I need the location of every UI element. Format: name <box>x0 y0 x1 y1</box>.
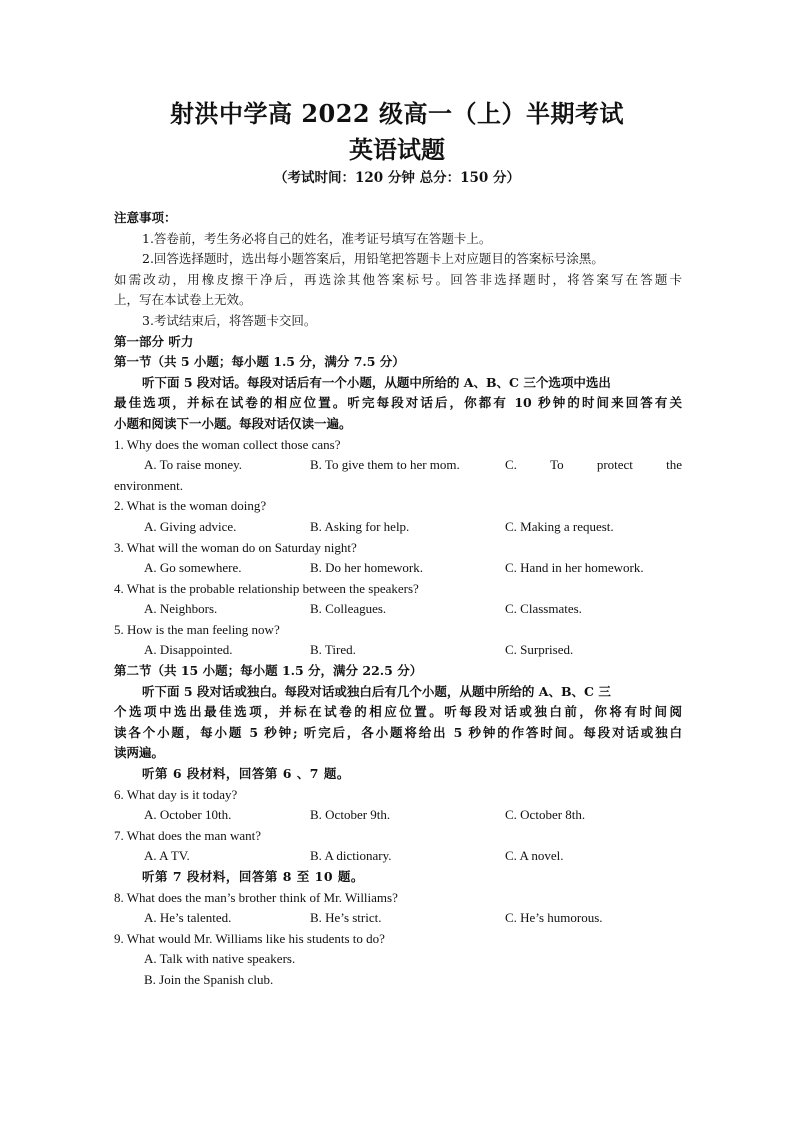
option-c: C. A novel. <box>505 848 564 864</box>
exam-title: 射洪中学高 2022 级高一（上）半期考试 <box>169 99 624 128</box>
option-a: A. A TV. <box>144 848 190 864</box>
section2-instructions-line-4: 读两遍。 <box>114 745 165 761</box>
question-3-options <box>114 558 682 579</box>
question-4-options <box>114 599 682 620</box>
option-c: C. Classmates. <box>505 601 582 617</box>
option-a: A. Disappointed. <box>144 642 233 658</box>
option-a: A. October 10th. <box>144 807 232 823</box>
exam-subject: 英语试题 <box>349 135 445 164</box>
exam-content <box>114 208 682 991</box>
option-b: B. Join the Spanish club. <box>144 971 274 987</box>
option-a: A. Giving advice. <box>144 518 237 534</box>
option-c: C. Hand in her homework. <box>505 560 644 576</box>
question-1: 1. Why does the woman collect those cans? <box>114 436 341 452</box>
question-2-options <box>114 517 682 538</box>
notes-heading: 注意事项： <box>114 210 177 225</box>
option-b: B. To give them to her mom. <box>310 457 460 473</box>
section1-instructions-line-1: 听下面 5 段对话。每段对话后有一个小题，从题中所给的 A、B、C 三个选项中选出 <box>142 374 611 390</box>
section2-instructions-line-2: 个选项中选出最佳选项，并标在试卷的相应位置。听每段对话或独白前，你将有时间阅 <box>114 704 682 720</box>
question-4: 4. What is the probable relationship between the speakers? <box>114 580 419 596</box>
notes-item-2-line-1: 2.回答选择题时，选出每小题答案后，用铅笔把答题卡上对应题目的答案标号涂黑。 <box>142 251 604 267</box>
question-7-options <box>114 846 682 867</box>
option-c: C. Surprised. <box>505 642 574 658</box>
section1-instructions-line-2: 最佳选项，并标在试卷的相应位置。听完每段对话后，你都有 10 秒钟的时间来回答有关 <box>114 395 682 411</box>
option-b: B. Tired. <box>310 642 356 658</box>
material-7-heading: 听第 7 段材料，回答第 8 至 10 题。 <box>142 869 364 884</box>
notes-item-2-line-3: 上，写在本试卷上无效。 <box>114 292 252 308</box>
question-5: 5. How is the man feeling now? <box>114 621 280 637</box>
option-b: B. Do her homework. <box>310 560 424 576</box>
notes-item-3: 3.考试结束后，将答题卡交回。 <box>142 312 317 328</box>
question-8: 8. What does the man’s brother think of Mr. Williams? <box>114 889 398 905</box>
question-2: 2. What is the woman doing? <box>114 498 267 514</box>
option-b: B. Asking for help. <box>310 518 410 534</box>
option-a: A. Neighbors. <box>144 601 218 617</box>
option-a: A. To raise money. <box>144 457 243 473</box>
question-1-options <box>114 455 682 476</box>
option-c-word: C. <box>505 457 517 473</box>
option-a: A. He’s talented. <box>144 910 232 926</box>
notes-item-1: 1.答卷前，考生务必将自己的姓名，准考证号填写在答题卡上。 <box>142 230 492 246</box>
section1-heading: 第一节（共 5 小题；每小题 1.5 分，满分 7.5 分） <box>114 354 405 370</box>
option-c-word: protect <box>596 457 633 473</box>
section2-heading: 第二节（共 15 小题；每小题 1.5 分，满分 22.5 分） <box>114 663 423 679</box>
option-c: C. October 8th. <box>505 807 586 823</box>
option-a: A. Go somewhere. <box>144 560 242 576</box>
material-6-heading: 听第 6 段材料，回答第 6 、7 题。 <box>142 766 350 782</box>
option-b: B. Colleagues. <box>310 601 387 617</box>
option-b: B. A dictionary. <box>310 848 392 864</box>
option-c-word: To <box>550 457 564 473</box>
option-c-word: the <box>666 457 682 473</box>
option-c-continuation: environment. <box>114 477 183 493</box>
question-6: 6. What day is it today? <box>114 786 238 802</box>
question-6-options <box>114 805 682 826</box>
question-9: 9. What would Mr. Williams like his students to do? <box>114 930 385 946</box>
option-b: B. He’s strict. <box>310 910 382 926</box>
option-c: C. Making a request. <box>505 518 614 534</box>
option-c <box>505 455 682 476</box>
question-3: 3. What will the woman do on Saturday night? <box>114 539 357 555</box>
section1-instructions-line-3: 小题和阅读下一小题。每段对话仅读一遍。 <box>114 415 352 431</box>
question-8-options <box>114 908 682 929</box>
section2-instructions-line-3: 读各个小题，每小题 5 秒钟; 听完后，各小题将给出 5 秒钟的作答时间。每段对话或独白 <box>114 724 682 740</box>
exam-info: （考试时间：120 分钟 总分：150 分） <box>274 170 520 186</box>
question-7: 7. What does the man want? <box>114 827 262 843</box>
section2-instructions-line-1: 听下面 5 段对话或独白。每段对话或独白后有几个小题，从题中所给的 A、B、C 三 <box>142 683 611 699</box>
notes-item-2-line-2: 如需改动，用橡皮擦干净后，再选涂其他答案标号。回答非选择题时，将答案写在答题卡 <box>114 271 682 287</box>
option-c: C. He’s humorous. <box>505 910 603 926</box>
option-a: A. Talk with native speakers. <box>144 951 296 967</box>
part1-heading: 第一部分 听力 <box>114 333 194 349</box>
question-5-options <box>114 640 682 661</box>
option-b: B. October 9th. <box>310 807 391 823</box>
